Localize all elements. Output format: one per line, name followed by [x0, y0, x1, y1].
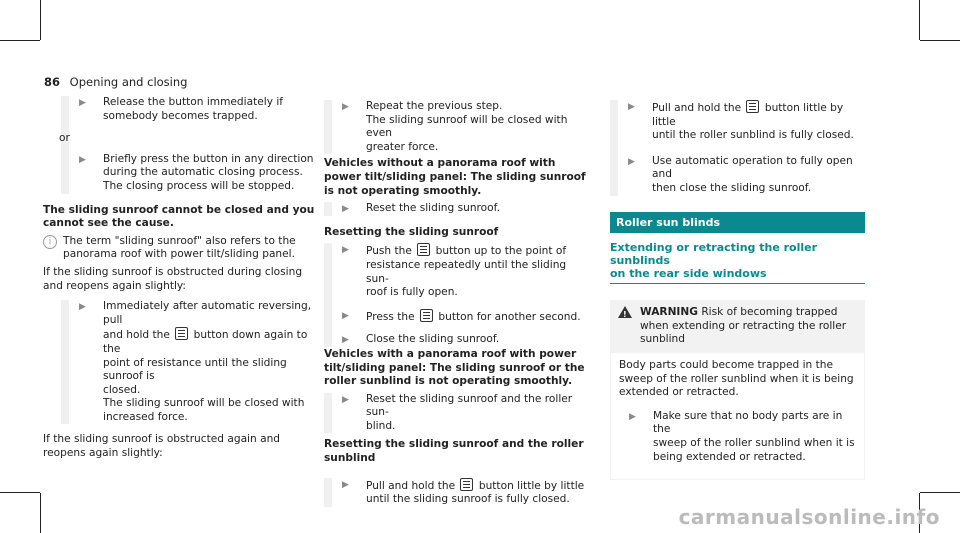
switch-button-icon	[417, 243, 430, 256]
heading-line: The sliding sunroof cannot be closed and you	[43, 203, 315, 216]
step-arrow-icon: ▶	[79, 98, 86, 108]
step-line: The closing process will be stopped.	[103, 179, 295, 192]
step-arrow-icon: ▶	[342, 394, 349, 405]
step-item	[342, 100, 586, 154]
info-note	[43, 235, 325, 262]
step-item	[628, 100, 865, 143]
step-line: The sliding sunroof will be closed with	[103, 397, 305, 410]
step-line	[366, 309, 586, 325]
paragraph	[43, 433, 325, 460]
crop-mark	[40, 493, 41, 533]
crop-mark	[920, 492, 960, 493]
heading-line: Vehicles with a panorama roof with power	[324, 347, 577, 360]
step-line: Briefly press the button in any direction	[103, 152, 314, 165]
step-line	[366, 243, 586, 259]
step-line: roof is fully open.	[366, 286, 458, 299]
step-text: Pull and hold the	[652, 102, 742, 114]
para-line: extended or retracted.	[619, 386, 739, 399]
step-group	[61, 300, 325, 424]
step-line	[652, 100, 865, 129]
step-item	[342, 393, 586, 434]
step-line: closed.	[103, 383, 141, 396]
step-text: button up to the point of	[435, 245, 567, 258]
section-heading	[324, 348, 586, 389]
step-text: and hold the	[103, 329, 170, 342]
section-title: Opening and closing	[69, 75, 188, 89]
step-line: sweep of the roller sunblind when it is	[653, 436, 855, 449]
para-line: Body parts could become trapped in the	[619, 358, 834, 371]
step-arrow-icon: ▶	[629, 411, 636, 422]
crop-mark	[920, 40, 960, 41]
step-item	[79, 153, 325, 194]
warning-text: Risk of becoming trapped	[701, 306, 838, 319]
step-line	[103, 327, 325, 356]
subsection-heading	[610, 241, 865, 284]
heading-line: Extending or retracting the roller sunblinds	[610, 241, 818, 268]
step-text: button little by little	[478, 479, 585, 492]
step-line	[366, 478, 586, 494]
info-line: The term "sliding sunroof" also refers to the	[63, 234, 296, 247]
step-arrow-icon: ▶	[628, 156, 635, 167]
step-line: until the roller sunblind is fully closed.	[652, 129, 854, 142]
switch-button-icon	[420, 309, 433, 322]
section-heading	[43, 204, 325, 231]
step-item	[629, 410, 856, 464]
heading-line: roller sunblind is not operating smoothly.	[324, 375, 573, 388]
column-1	[43, 96, 325, 468]
step-item	[79, 96, 325, 123]
column-2	[324, 100, 586, 516]
switch-button-icon	[460, 478, 473, 491]
step-arrow-icon: ▶	[79, 302, 86, 313]
step-line: resistance repeatedly until the sliding sun-	[366, 258, 567, 285]
para-line: reopens again slightly:	[43, 447, 163, 460]
step-line: greater force.	[366, 140, 439, 153]
section-bar: Roller sun blinds	[610, 212, 865, 234]
step-line: until the sliding sunroof is fully closed.	[366, 493, 570, 506]
step-item	[342, 478, 586, 507]
section-heading	[324, 157, 586, 198]
heading-line: tilt/sliding panel: The sliding sunroof or the	[324, 361, 585, 374]
or-text: or	[59, 132, 70, 145]
step-text: button for another second.	[438, 310, 581, 323]
step-group	[324, 202, 586, 216]
step-line: Reset the sliding sunroof and the roller sun-	[366, 392, 573, 419]
warning-text: sunblind	[640, 333, 685, 346]
step-arrow-icon: ▶	[342, 479, 349, 490]
para-line: sweep of the roller sunblind when it is being	[619, 372, 854, 385]
info-icon: i	[43, 235, 57, 249]
step-text: button down again to the	[103, 329, 308, 355]
step-group	[324, 243, 586, 347]
step-arrow-icon: ▶	[79, 154, 86, 165]
section-heading	[324, 438, 586, 465]
crop-mark	[0, 492, 40, 493]
step-group	[610, 100, 865, 196]
step-item	[342, 309, 586, 325]
warning-title	[618, 306, 857, 347]
crop-mark	[40, 0, 41, 40]
page-number: 86	[44, 75, 61, 89]
step-line: The sliding sunroof will be closed with even	[366, 113, 568, 140]
step-arrow-icon: ▶	[342, 204, 349, 215]
heading-line: Resetting the sliding sunroof and the roller	[324, 438, 584, 451]
step-group	[324, 393, 586, 434]
step-line: Make sure that no body parts are in the	[653, 409, 843, 436]
step-line: during the automatic closing process.	[103, 166, 303, 179]
step-arrow-icon: ▶	[342, 310, 349, 321]
warning-body	[610, 353, 865, 480]
step-line: Close the sliding sunroof.	[366, 333, 500, 346]
page-header	[44, 75, 187, 89]
step-text: Push the	[366, 245, 412, 258]
step-line: Use automatic operation to fully open and	[652, 154, 853, 181]
heading-line: on the rear side windows	[610, 267, 767, 281]
step-line: somebody becomes trapped.	[103, 109, 258, 122]
switch-button-icon	[175, 327, 188, 340]
step-text: button little by little	[652, 102, 844, 128]
para-line: If the sliding sunroof is obstructed again and	[43, 433, 281, 446]
heading-line: cannot see the cause.	[43, 217, 174, 230]
step-arrow-icon: ▶	[342, 335, 349, 346]
step-item	[342, 243, 586, 299]
step-item	[628, 155, 865, 196]
heading-line: is not operating smoothly.	[324, 184, 482, 197]
step-group	[324, 478, 586, 507]
step-line: blind.	[366, 419, 396, 432]
step-item	[79, 300, 325, 424]
watermark-text: carmanualsonline.info	[678, 505, 940, 529]
warning-triangle-icon: !	[618, 306, 632, 318]
column-3	[610, 100, 865, 480]
step-text: Press the	[366, 310, 415, 323]
step-arrow-icon: ▶	[342, 102, 349, 112]
para-line: If the sliding sunroof is obstructed during closing	[43, 265, 303, 278]
step-line: Release the button immediately if	[103, 96, 284, 108]
step-line: Repeat the previous step.	[366, 100, 503, 112]
step-item	[342, 333, 586, 347]
step-item	[342, 202, 586, 216]
step-line: Immediately after automatic reversing, pull	[103, 300, 312, 326]
step-arrow-icon: ▶	[628, 102, 635, 112]
paragraph	[43, 266, 325, 293]
step-line: increased force.	[103, 410, 188, 423]
step-line: point of resistance until the sliding sunroof is	[103, 356, 287, 383]
paragraph	[619, 359, 856, 400]
para-line: and reopens again slightly:	[43, 279, 187, 292]
step-text: Pull and hold the	[366, 479, 456, 492]
warning-text: when extending or retracting the roller	[640, 319, 847, 332]
info-line: panorama roof with power tilt/sliding panel.	[63, 248, 295, 261]
step-group	[324, 100, 586, 154]
step-line: then close the sliding sunroof.	[652, 181, 812, 194]
warning-box	[610, 300, 865, 353]
heading-line: sunblind	[324, 452, 376, 465]
crop-mark	[919, 0, 920, 40]
switch-button-icon	[746, 100, 759, 113]
heading-line: power tilt/sliding panel: The sliding sunroof	[324, 170, 586, 183]
step-line: Reset the sliding sunroof.	[366, 202, 500, 215]
heading-line: Vehicles without a panorama roof with	[324, 157, 556, 170]
warning-label: WARNING	[640, 306, 698, 319]
section-heading: Resetting the sliding sunroof	[324, 225, 499, 238]
step-group	[61, 96, 325, 194]
step-arrow-icon: ▶	[342, 245, 349, 256]
crop-mark	[0, 40, 40, 41]
step-line: being extended or retracted.	[653, 450, 806, 463]
